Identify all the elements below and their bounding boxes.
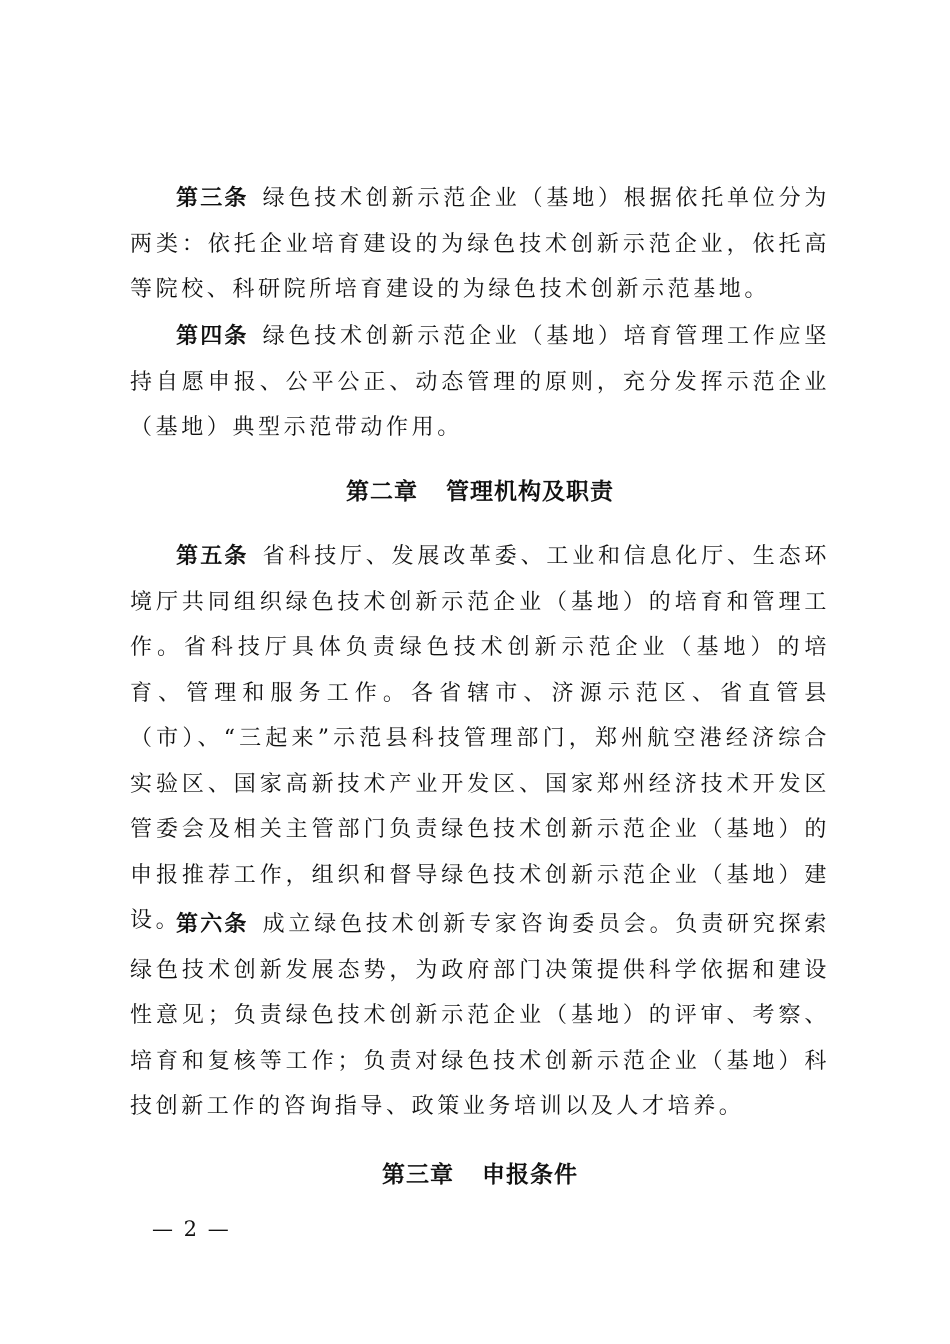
chapter-2-number: 第二章 — [346, 479, 418, 505]
article-3-text: 绿色技术创新示范企业（基地）根据依托单位分为两类：依托企业培育建设的为绿色技术创新示范企业，依托高等院校、科研院所培育建设的为绿色技术创新示范基地。 — [130, 186, 830, 302]
chapter-2-heading — [130, 472, 830, 512]
chapter-3-title: 申报条件 — [482, 1162, 578, 1188]
article-6 — [130, 902, 830, 1130]
page-number: — 2 — — [152, 1217, 231, 1241]
article-3 — [130, 176, 830, 313]
chapter-3-number: 第三章 — [382, 1162, 454, 1188]
chapter-2-title: 管理机构及职责 — [446, 479, 614, 505]
article-5-text: 省科技厅、发展改革委、工业和信息化厅、生态环境厅共同组织绿色技术创新示范企业（基地）的培育和管理工作。省科技厅具体负责绿色技术创新示范企业（基地）的培育、管理和服务工作。各省辖市、济源示范区、省直管县（市）、“三起来”示范县科技管理部门，郑州航空港经济综合实验区、国家高新技术产业开发区、国家郑州经济技术开发区管委会及相关主管部门负责绿色技术创新示范企业（基地）的申报推荐工作，组织和督导绿色技术创新示范企业（基地）建设。 — [130, 544, 830, 933]
article-3-label: 第三条 — [176, 186, 249, 211]
chapter-3-heading — [130, 1155, 830, 1195]
article-5 — [130, 534, 830, 944]
article-4-text: 绿色技术创新示范企业（基地）培育管理工作应坚持自愿申报、公平公正、动态管理的原则，充分发挥示范企业（基地）典型示范带动作用。 — [130, 324, 830, 440]
article-4-label: 第四条 — [176, 324, 249, 349]
article-4 — [130, 314, 830, 451]
article-5-label: 第五条 — [176, 544, 249, 569]
article-6-text: 成立绿色技术创新专家咨询委员会。负责研究探索绿色技术创新发展态势，为政府部门决策提供科学依据和建设性意见；负责绿色技术创新示范企业（基地）的评审、考察、培育和复核等工作；负责对绿色技术创新示范企业（基地）科技创新工作的咨询指导、政策业务培训以及人才培养。 — [130, 912, 830, 1119]
article-6-label: 第六条 — [176, 912, 249, 937]
